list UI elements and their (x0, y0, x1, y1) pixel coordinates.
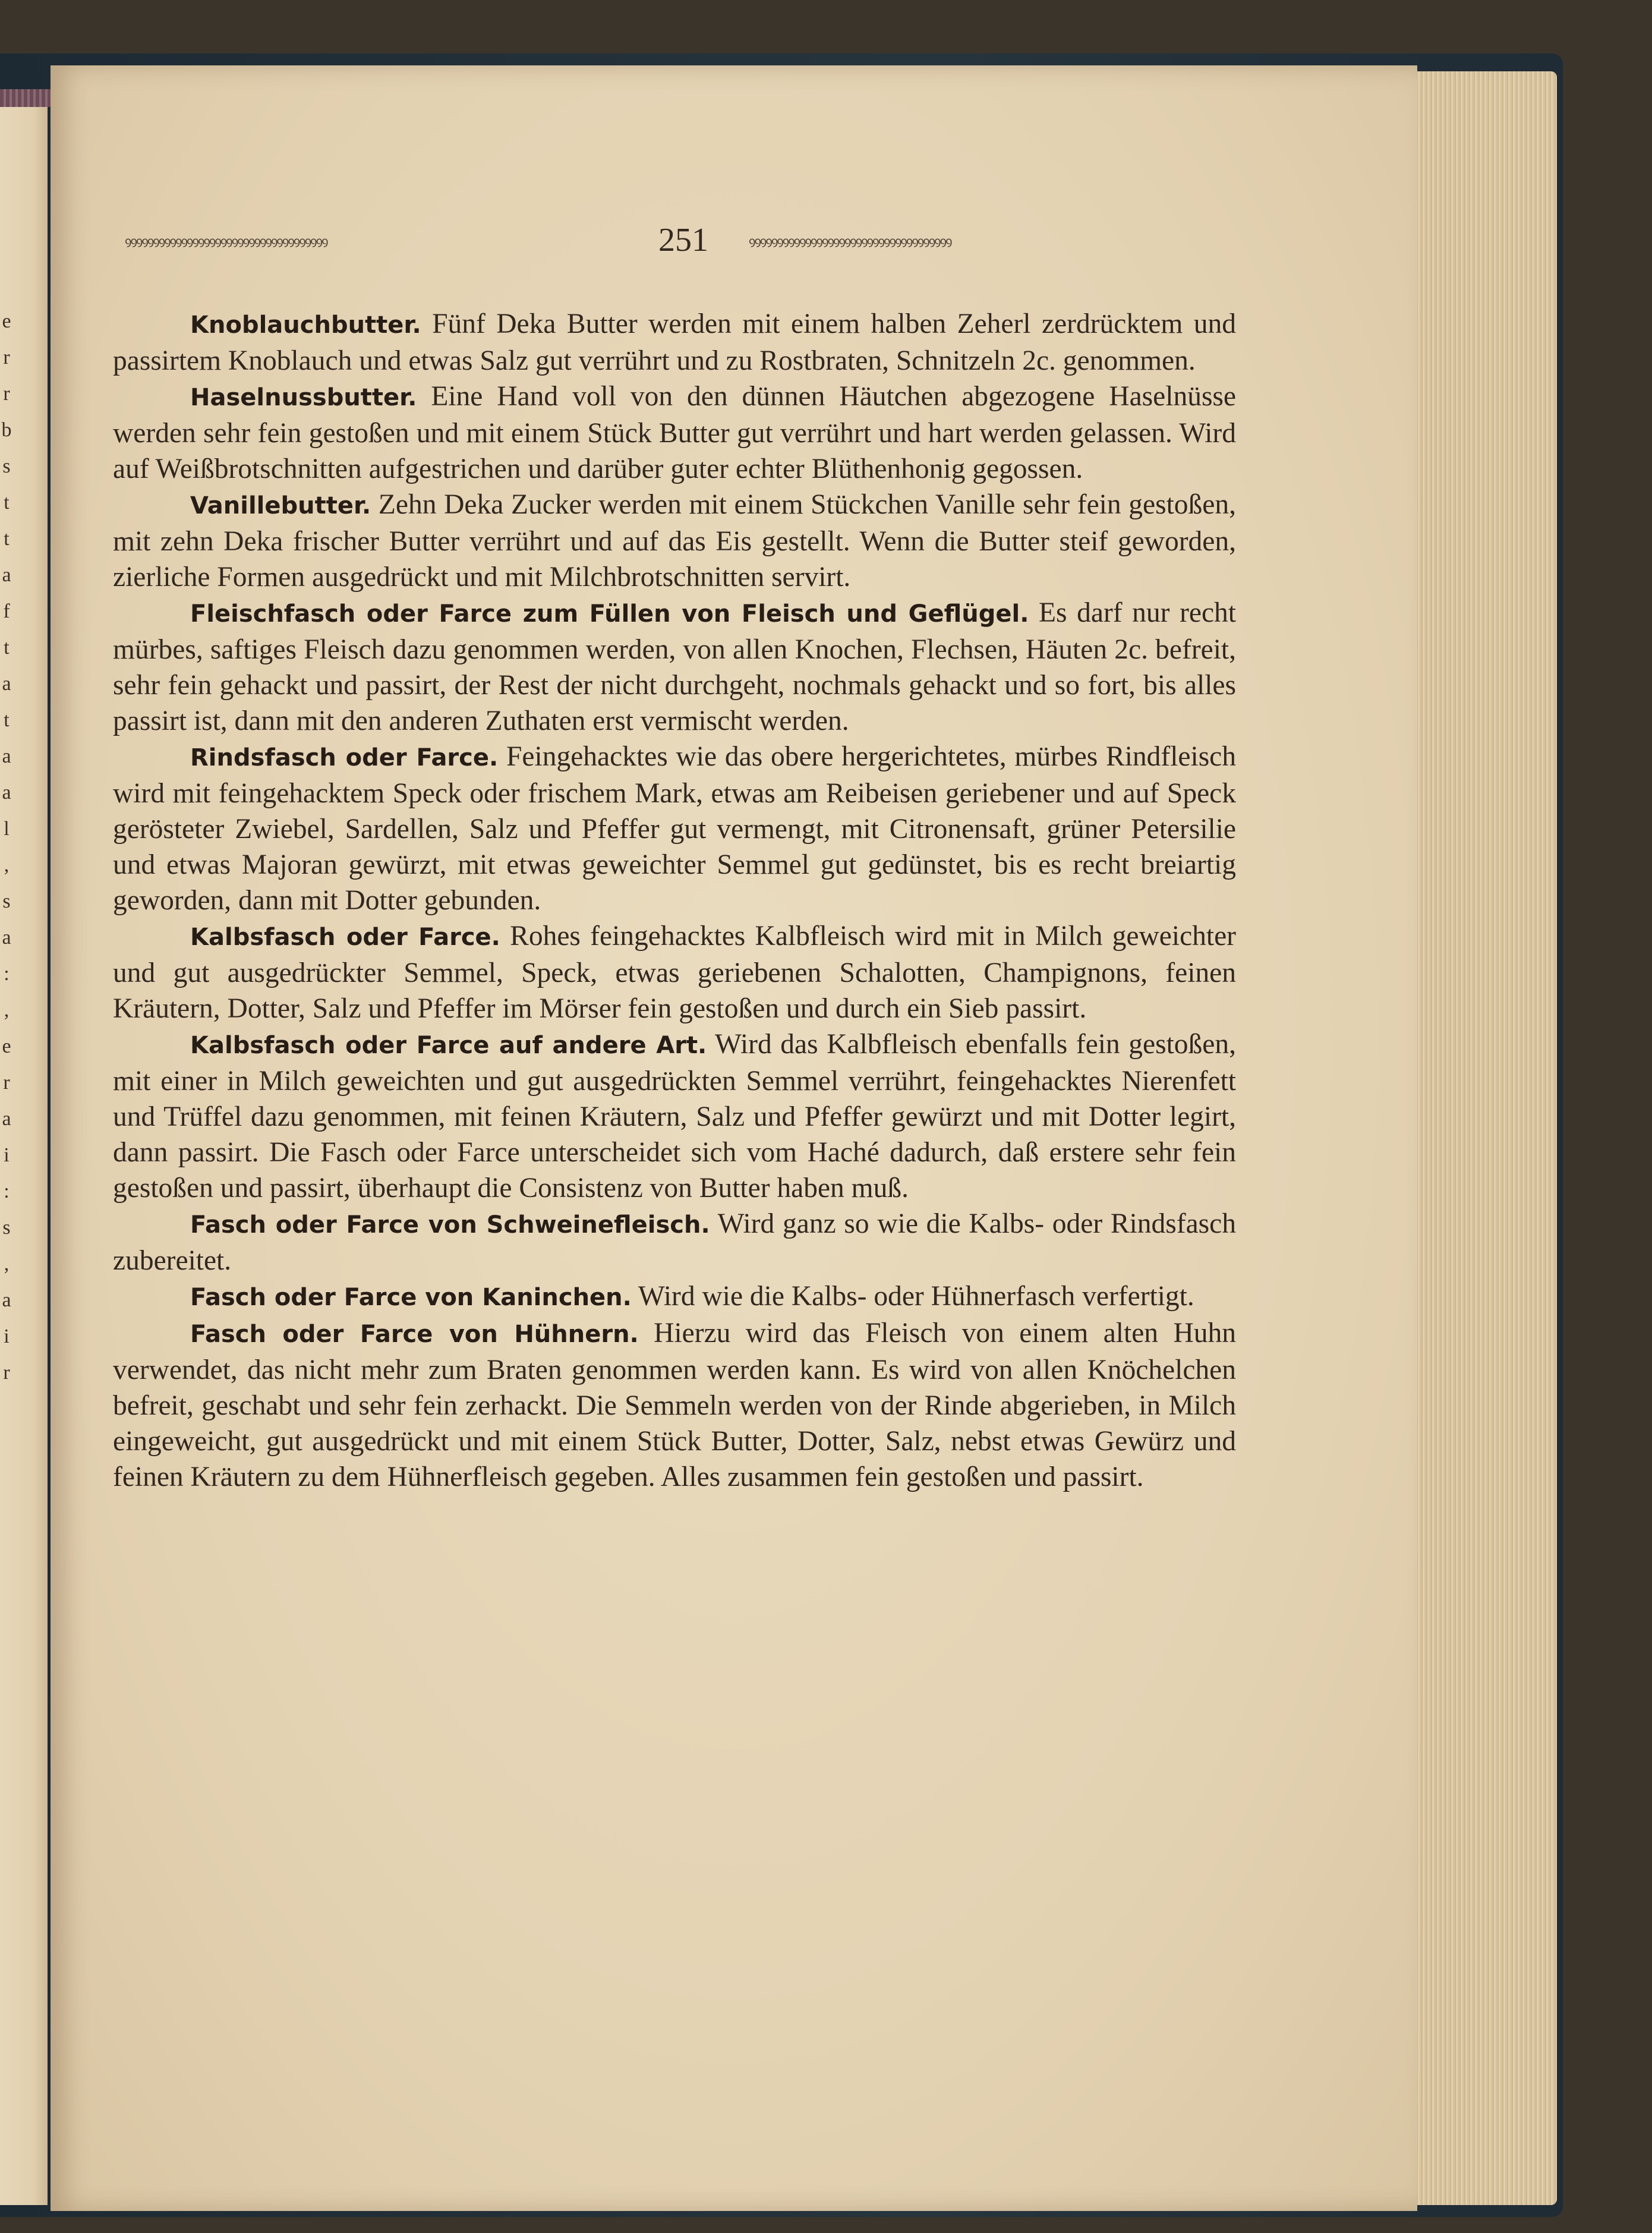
recipe-title: Kalbsfasch oder Farce. (190, 924, 500, 951)
recipe-kaninchen (113, 1278, 1236, 1315)
recipe-title: Knoblauchbutter. (190, 311, 421, 339)
header-ornament-left: ꝰꝰꝰꝰꝰꝰꝰꝰꝰꝰꝰꝰꝰꝰꝰꝰꝰꝰꝰꝰꝰꝰꝰꝰꝰꝰꝰꝰꝰꝰꝰꝰꝰꝰꝰꝰ (125, 234, 327, 248)
recipe-body: Wird ganz so wie die Kalbs- oder Rindsfasch zubereitet. (113, 1208, 1236, 1276)
page-edges (1405, 71, 1557, 2205)
recipe-title: Fasch oder Farce von Schweinefleisch. (190, 1211, 710, 1239)
recipe-kalbsfasch-andere-art (113, 1026, 1236, 1206)
header-ornament-right: ꝰꝰꝰꝰꝰꝰꝰꝰꝰꝰꝰꝰꝰꝰꝰꝰꝰꝰꝰꝰꝰꝰꝰꝰꝰꝰꝰꝰꝰꝰꝰꝰꝰꝰꝰꝰ (749, 234, 951, 248)
recipe-text (113, 306, 1236, 1495)
recipe-kalbsfasch (113, 918, 1236, 1026)
recipe-body: Wird wie die Kalbs- oder Hühnerfasch verfertigt. (638, 1281, 1194, 1312)
recipe-body: Rohes feingehacktes Kalbfleisch wird mit in Milch geweichter und gut ausgedrückter Semmel, Speck, etwas geriebenen Schalotten, Champignons, feinen Kräutern, Dotter, Salz und Pfeffer im Mörser fein gestoßen und durch ein Sieb passirt. (113, 921, 1236, 1024)
recipe-title: Fasch oder Farce von Hühnern. (190, 1321, 639, 1348)
recipe-title: Fasch oder Farce von Kaninchen. (190, 1284, 632, 1311)
recipe-knoblauchbutter (113, 306, 1236, 379)
recipe-fleischfasch (113, 595, 1236, 739)
recipe-schweinefleisch (113, 1206, 1236, 1278)
recipe-title: Kalbsfasch oder Farce auf andere Art. (190, 1032, 707, 1059)
previous-page-letters: e r r b s t t a f t a t a a l , s a : , e r a i : s , a i r (1, 310, 12, 1384)
previous-page-edge (0, 89, 48, 2205)
recipe-title: Rindsfasch oder Farce. (190, 744, 499, 771)
recipe-body: Feingehacktes wie das obere hergerichtetes, mürbes Rindfleisch wird mit feingehacktem Speck oder frischem Mark, etwas am Reibeisen geriebener und auf Speck gerösteter Zwiebel, Sardellen, Salz und Pfeffer gut vermengt, mit Citronensaft, grüner Petersilie und etwas Majoran gewürzt, mit etwas geweichter Semmel gut gedünstet, bis es recht breiartig geworden, dann mit Dotter gebunden. (113, 741, 1237, 916)
recipe-huehnern (113, 1315, 1236, 1495)
page-number: 251 (658, 222, 708, 259)
recipe-body: Es darf nur recht mürbes, saftiges Fleisch dazu genommen werden, von allen Knochen, Flechsen, Häuten 2c. befreit, sehr fein gehackt und passirt, der Rest der nicht durchgeht, nochmals gehackt und so fort, bis alles passirt ist, dann mit den anderen Zuthaten erst vermischt werden. (113, 597, 1237, 736)
recipe-vanillebutter (113, 487, 1236, 595)
recipe-title: Fleischfasch oder Farce zum Füllen von Fleisch und Geflügel. (190, 600, 1029, 628)
recipe-title: Haselnussbutter. (190, 384, 417, 411)
recipe-body: Hierzu wird das Fleisch von einem alten Huhn verwendet, das nicht mehr zum Braten genommen werden kann. Es wird von allen Knöchelchen befreit, geschabt und sehr fein zerhackt. Die Semmeln werden von der Rinde abgerieben, in Milch eingeweicht, gut ausgedrückt und mit einem Stück Butter, Dotter, Salz, nebst etwas Gewürz und feinen Kräutern zu dem Hühnerfleisch gegeben. Alles zusammen fein gestoßen und passirt. (113, 1318, 1236, 1492)
page-header (119, 221, 1236, 263)
recipe-body: Eine Hand voll von den dünnen Häutchen abgezogene Haselnüsse werden sehr fein gestoßen und mit einem Stück Butter gut verrührt und hart werden gelassen. Wird auf Weißbrotschnitten aufgestrichen und darüber guter echter Blüthenhonig gegossen. (113, 381, 1237, 484)
recipe-title: Vanillebutter. (190, 492, 371, 519)
recipe-haselnussbutter (113, 379, 1236, 487)
recipe-body: Zehn Deka Zucker werden mit einem Stückchen Vanille sehr fein gestoßen, mit zehn Deka frischer Butter verrührt und auf das Eis gestellt. Wenn die Butter steif geworden, zierliche Formen ausgedrückt und mit Milchbrotschnitten servirt. (113, 489, 1236, 593)
recipe-body: Wird das Kalbfleisch ebenfalls fein gestoßen, mit einer in Milch geweichten und gut ausgedrückten Semmel verrührt, feingehacktes Nierenfett und Trüffel dazu genommen, mit feinen Kräutern, Salz und Pfeffer gewürzt und mit Dotter legirt, dann passirt. Die Fasch oder Farce unterscheidet sich vom Haché dadurch, daß erstere sehr fein gestoßen und passirt, überhaupt die Consistenz von Butter haben muß. (113, 1029, 1236, 1204)
recipe-rindsfasch (113, 739, 1236, 918)
recipe-body: Fünf Deka Butter werden mit einem halben Zeherl zerdrücktem und passirtem Knoblauch und etwas Salz gut verrührt und zu Rostbraten, Schnitzeln 2c. genommen. (113, 308, 1236, 376)
